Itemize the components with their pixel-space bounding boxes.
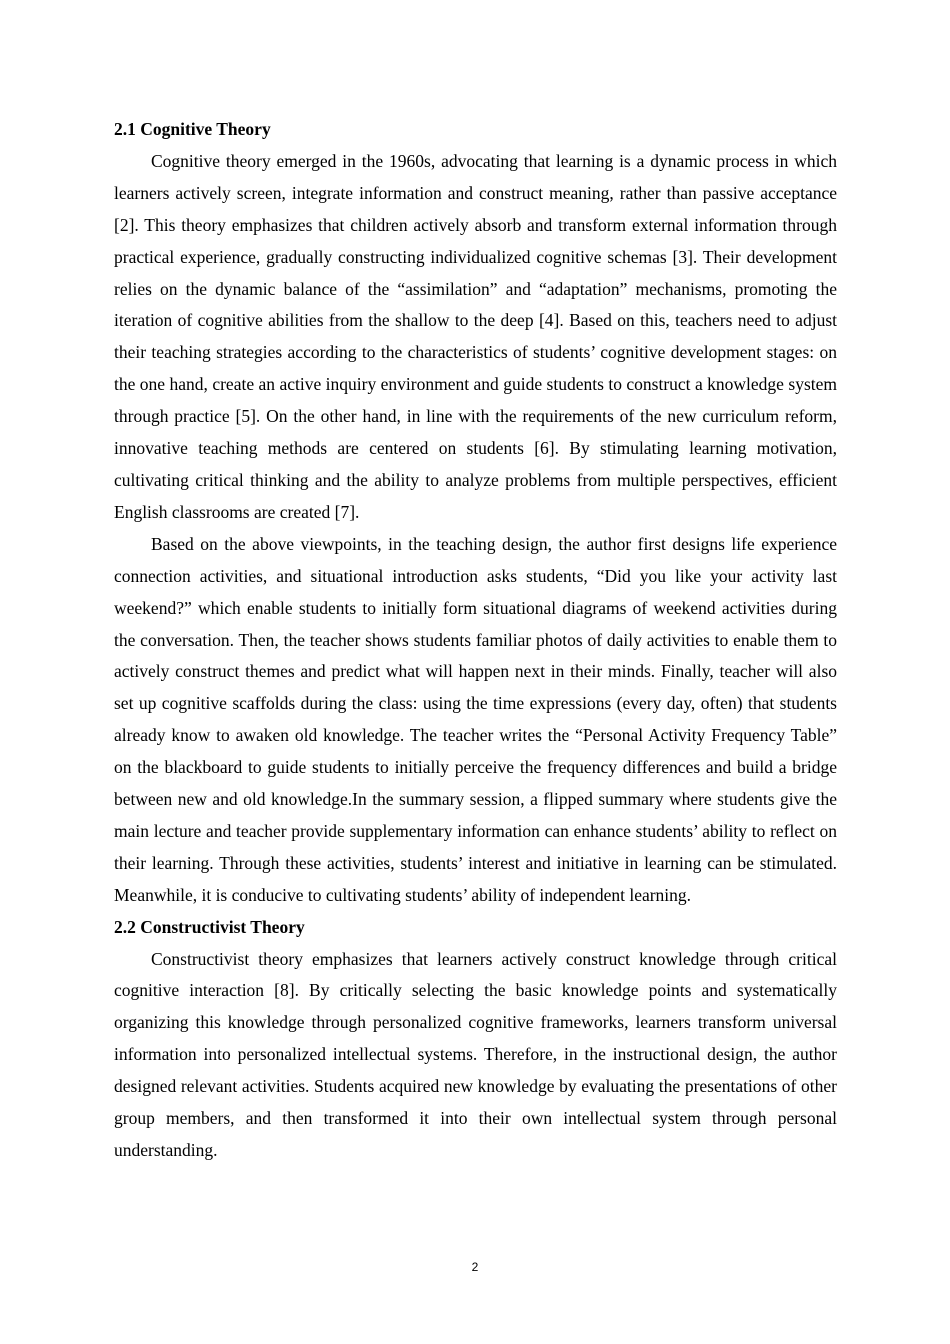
section-heading-cognitive-theory: 2.1 Cognitive Theory bbox=[114, 119, 271, 139]
section-heading-constructivist-theory: 2.2 Constructivist Theory bbox=[114, 916, 305, 937]
paragraph-cognitive-theory-2: Based on the above viewpoints, in the teaching design, the author first designs life experience connection activities, and situational introduction asks students, “Did you like your activity last weekend?” which enable students to initially form situational diagrams of weekend activities during the conversation. Then, the teacher shows students familiar photos of daily activities to enable them to actively construct themes and predict what will happen next in their minds. Finally, teacher will also set up cognitive scaffolds during the class: using the time expressions (every day, often) that students already know to awaken old knowledge. The teacher writes the “Personal Activity Frequency Table” on the blackboard to guide students to initially perceive the frequency differences and build a bridge between new and old knowledge.In the summary session, a flipped summary where students give the main lecture and teacher provide supplementary information can enhance students’ ability to reflect on their learning. Through these activities, students’ interest and initiative in learning can be stimulated. Meanwhile, it is conducive to cultivating students’ ability of independent learning. bbox=[114, 533, 837, 905]
paragraph-cognitive-theory-1: Cognitive theory emerged in the 1960s, advocating that learning is a dynamic process in which learners actively screen, integrate information and construct meaning, rather than passive acceptance [2]. This theory emphasizes that children actively absorb and transform external information through practical experience, gradually constructing individualized cognitive schemas [3]. Their development relies on the dynamic balance of the “assimilation” and “adaptation” mechanisms, promoting the iteration of cognitive abilities from the shallow to the deep [4]. Based on this, teachers need to adjust their teaching strategies according to the characteristics of students’ cognitive development stages: on the one hand, create an active inquiry environment and guide students to construct a knowledge system through practice [5]. On the other hand, in line with the requirements of the new curriculum reform, innovative teaching methods are centered on students [6]. By stimulating learning motivation, cultivating critical thinking and the ability to analyze problems from multiple perspectives, efficient English classrooms are created [7]. bbox=[114, 150, 837, 522]
paragraph-constructivist-theory-1: Constructivist theory emphasizes that learners actively construct knowledge through critical cognitive interaction [8]. By critically selecting the basic knowledge points and systematically organizing this knowledge through personalized cognitive frameworks, learners transform universal information into personalized intellectual systems. Therefore, in the instructional design, the author designed relevant activities. Students acquired new knowledge by evaluating the presentations of other group members, and then transformed it into their own intellectual system through personal understanding. bbox=[114, 948, 837, 1160]
page-number: 2 bbox=[471, 1260, 479, 1274]
page-body bbox=[114, 114, 837, 1167]
